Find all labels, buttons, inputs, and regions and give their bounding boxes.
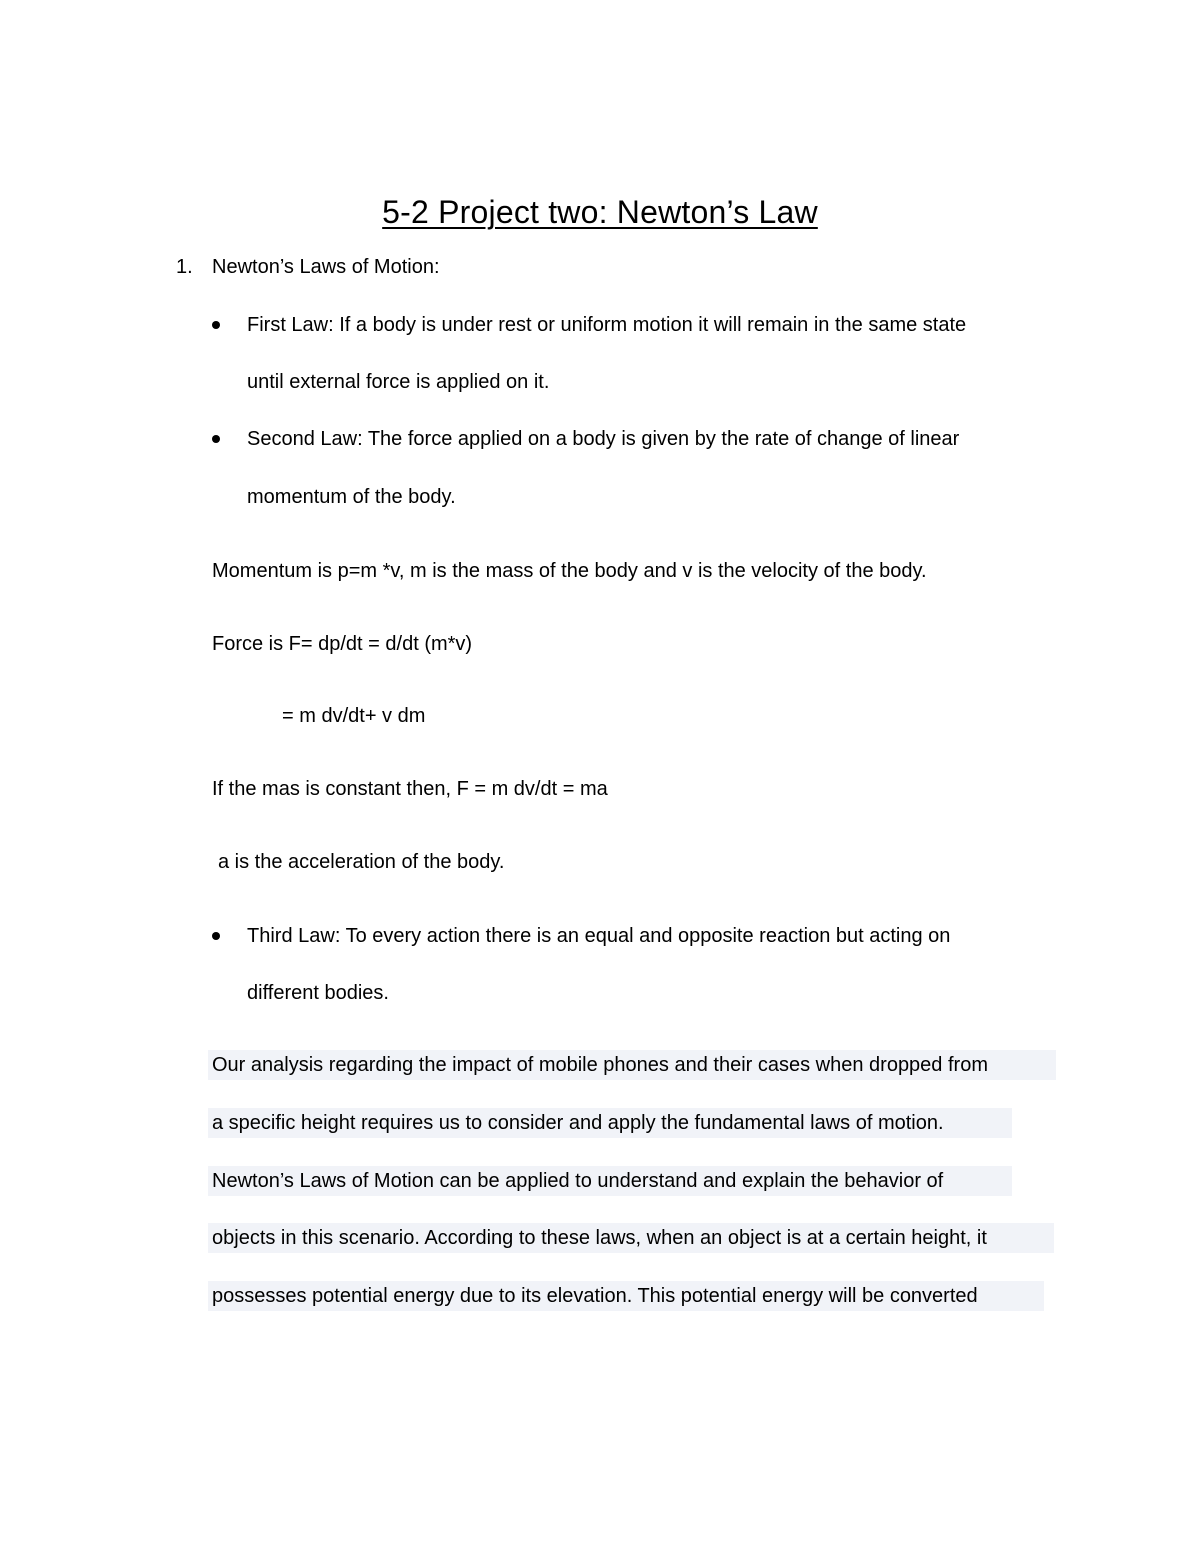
second-law-line-1: Second Law: The force applied on a body is given by the rate of change of linear (247, 428, 960, 450)
analysis-line-5: possesses potential energy due to its elevation. This potential energy will be converted (212, 1285, 978, 1307)
analysis-line-1: Our analysis regarding the impact of mobile phones and their cases when dropped from (212, 1054, 988, 1076)
analysis-line-4: objects in this scenario. According to these laws, when an object is at a certain height, it (212, 1227, 987, 1249)
acceleration-text: a is the acceleration of the body. (218, 851, 505, 873)
force-text: Force is F= dp/dt = d/dt (m*v) (212, 633, 473, 655)
analysis-line-2: a specific height requires us to consider and apply the fundamental laws of motion. (212, 1112, 944, 1134)
bullet-first-law (212, 321, 220, 329)
analysis-line-3: Newton’s Laws of Motion can be applied to understand and explain the behavior of (212, 1170, 944, 1192)
force-continuation: = m dv/dt+ v dm (282, 705, 426, 727)
third-law-line-2: different bodies. (247, 982, 389, 1004)
second-law-line-2: momentum of the body. (247, 486, 456, 508)
list-number: 1. (176, 256, 193, 278)
first-law-line-1: First Law: If a body is under rest or uniform motion it will remain in the same state (247, 314, 967, 336)
list-heading: Newton’s Laws of Motion: (212, 256, 440, 278)
constant-mass-text: If the mas is constant then, F = m dv/dt = ma (212, 778, 608, 800)
bullet-second-law (212, 435, 220, 443)
document-title: 5-2 Project two: Newton’s Law (382, 194, 818, 230)
momentum-text: Momentum is p=m *v, m is the mass of the body and v is the velocity of the body. (212, 560, 927, 582)
third-law-line-1: Third Law: To every action there is an equal and opposite reaction but acting on (247, 925, 951, 947)
first-law-line-2: until external force is applied on it. (247, 371, 550, 393)
bullet-third-law (212, 932, 220, 940)
